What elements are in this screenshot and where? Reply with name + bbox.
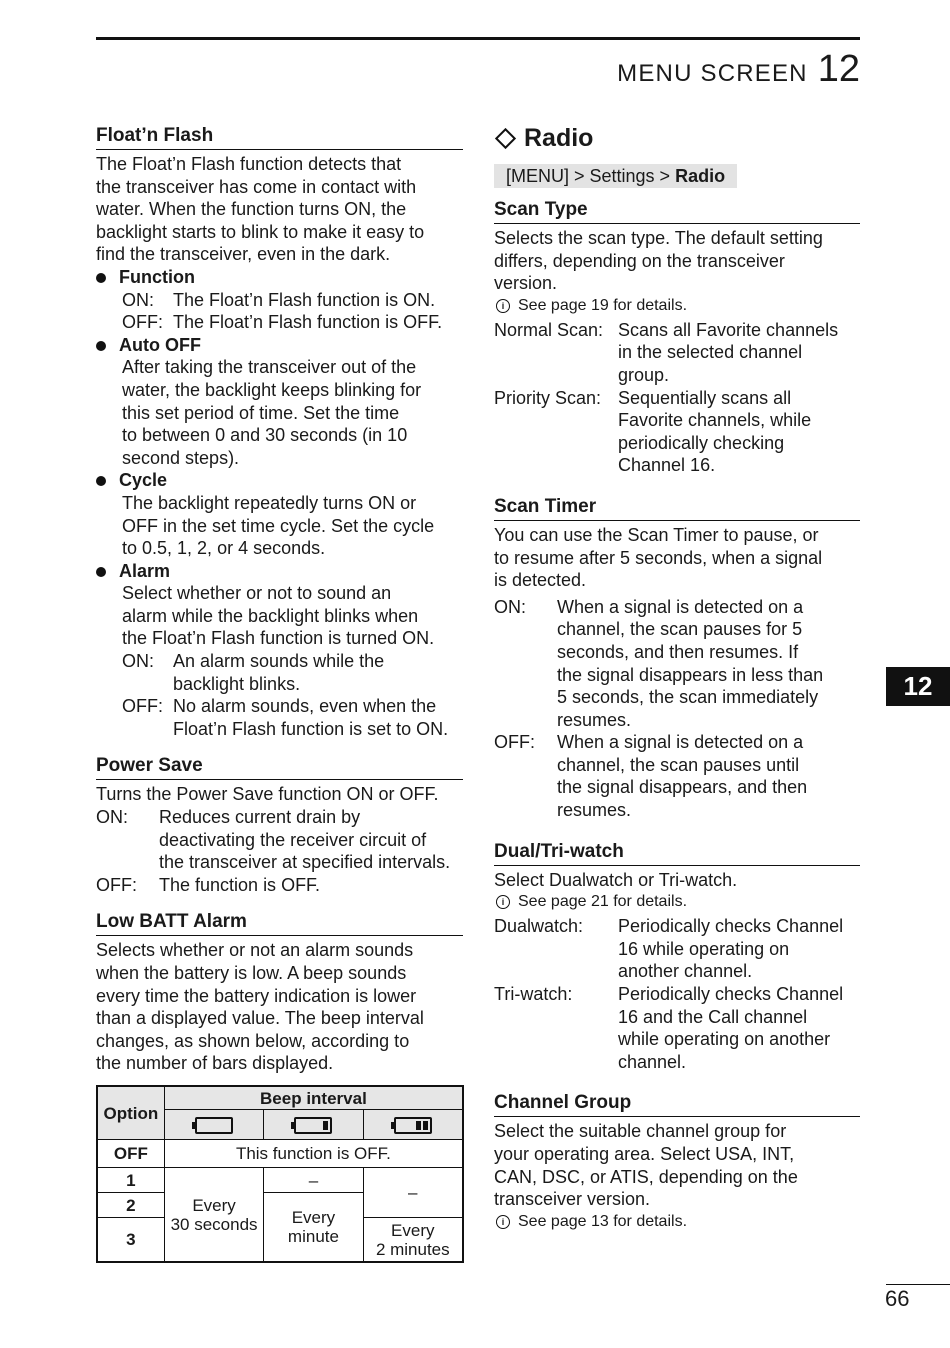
definition-line: in the selected channel xyxy=(618,342,803,363)
definition-line: Channel 16. xyxy=(618,455,716,476)
scan-type-heading: Scan Type xyxy=(494,198,860,224)
menu-path xyxy=(494,164,737,188)
text-line: The backlight repeatedly turns ON or xyxy=(122,492,417,513)
battery-empty-icon xyxy=(164,1110,263,1140)
definition-line: the signal disappears, and then xyxy=(557,777,808,798)
text-line: to 0.5, 1, 2, or 4 seconds. xyxy=(122,538,326,559)
bullet-label: Function xyxy=(119,266,195,287)
option-2: 2 xyxy=(97,1193,164,1218)
interval-2-minutes xyxy=(363,1218,463,1262)
cell-line: Every xyxy=(391,1220,435,1240)
definition-line: 16 and the Call channel xyxy=(618,1006,808,1027)
power-save-heading: Power Save xyxy=(96,754,463,780)
see-text: See page 19 for details. xyxy=(518,296,688,314)
text-line: than a displayed value. The beep interval xyxy=(96,1008,424,1029)
right-column xyxy=(494,122,860,1233)
definition-line: deactivating the receiver circuit of xyxy=(159,829,427,850)
definition: The function is OFF. xyxy=(159,874,321,895)
left-column xyxy=(96,124,463,1263)
text-line: the Float’n Flash function is turned ON. xyxy=(122,628,435,649)
definition-line: Periodically checks Channel xyxy=(618,984,844,1005)
beep-interval-table xyxy=(96,1085,464,1263)
bullet-label: Auto OFF xyxy=(119,334,201,355)
text-line: version. xyxy=(494,273,558,294)
option-off: OFF xyxy=(97,1140,164,1168)
menu-path-prefix: [MENU] > Settings > xyxy=(506,166,676,186)
info-icon: i xyxy=(496,895,510,909)
low-batt-heading: Low BATT Alarm xyxy=(96,910,463,936)
term: OFF: xyxy=(122,312,163,333)
bullet-dot-icon xyxy=(96,567,106,577)
off-description: This function is OFF. xyxy=(164,1140,463,1168)
term: OFF: xyxy=(96,874,137,895)
floatn-flash-heading: Float’n Flash xyxy=(96,124,463,150)
info-icon: i xyxy=(496,1215,510,1229)
cell-line: Every xyxy=(291,1208,336,1228)
definition-line: When a signal is detected on a xyxy=(557,732,804,753)
definition-line: periodically checking xyxy=(618,432,785,453)
text-line: OFF in the set time cycle. Set the cycle xyxy=(122,515,435,536)
term: Priority Scan: xyxy=(494,387,602,408)
top-rule xyxy=(96,37,860,40)
cell-line: 2 minutes xyxy=(375,1239,450,1259)
bullet-dot-icon xyxy=(96,476,106,486)
definition-line: resumes. xyxy=(557,800,632,821)
power-save-off xyxy=(96,874,463,897)
definition-line: 16 while operating on xyxy=(618,938,790,959)
definition-line: Float’n Flash function is set to ON. xyxy=(173,718,449,739)
alarm-on xyxy=(122,650,463,695)
dual-tri-watch-heading: Dual/Tri-watch xyxy=(494,840,860,866)
term: Normal Scan: xyxy=(494,319,604,340)
dualwatch xyxy=(494,915,860,983)
intro-line: the transceiver has come in contact with xyxy=(96,176,417,197)
battery-two-bars-icon xyxy=(363,1110,463,1140)
bullet-label: Alarm xyxy=(119,560,171,581)
see-page-note xyxy=(494,295,860,317)
beep-interval-header: Beep interval xyxy=(164,1086,463,1110)
text-line: CAN, DSC, or ATIS, depending on the xyxy=(494,1166,798,1187)
text-line: alarm while the backlight blinks when xyxy=(122,605,419,626)
intro-line: backlight starts to blink to make it easy to xyxy=(96,221,425,242)
bullet-dot-icon xyxy=(96,273,106,283)
intro-line: find the transceiver, even in the dark. xyxy=(96,244,391,265)
see-text: See page 21 for details. xyxy=(518,893,688,911)
definition-line: Reduces current drain by xyxy=(159,807,361,828)
text-line: Select the suitable channel group for xyxy=(494,1121,787,1142)
see-page-note xyxy=(494,1211,860,1233)
term: Dualwatch: xyxy=(494,916,584,937)
text-line: second steps). xyxy=(122,447,240,468)
option-header: Option xyxy=(97,1086,164,1140)
normal-scan xyxy=(494,319,860,387)
interval-minute xyxy=(264,1193,363,1262)
definition-line: channel, the scan pauses until xyxy=(557,754,800,775)
cell-line: minute xyxy=(287,1227,339,1247)
chapter-title: MENU SCREEN xyxy=(617,60,808,87)
see-page-note xyxy=(494,891,860,913)
text-line: Selects the scan type. The default setting xyxy=(494,228,823,248)
function-off xyxy=(122,311,463,334)
menu-path-current: Radio xyxy=(675,166,726,186)
bullet-auto-off xyxy=(96,334,463,357)
text-line: Turns the Power Save function ON or OFF. xyxy=(96,784,439,805)
term: ON: xyxy=(494,596,527,617)
bullet-function xyxy=(96,266,463,289)
bottom-rule xyxy=(886,1284,950,1285)
text-line: is detected. xyxy=(494,570,587,591)
chapter-header xyxy=(617,48,860,90)
text-line: transceiver version. xyxy=(494,1189,651,1210)
term: OFF: xyxy=(494,732,535,753)
intro-line: water. When the function turns ON, the xyxy=(96,199,407,220)
term: ON: xyxy=(122,289,155,310)
definition-line: Favorite channels, while xyxy=(618,410,812,431)
text-line: every time the battery indication is lower xyxy=(96,985,417,1006)
chapter-number: 12 xyxy=(817,48,860,90)
tri-watch xyxy=(494,983,860,1073)
definition-line: another channel. xyxy=(618,961,753,982)
definition: The Float’n Flash function is OFF. xyxy=(173,312,443,333)
text-line: this set period of time. Set the time xyxy=(122,402,400,423)
see-text: See page 13 for details. xyxy=(518,1212,688,1230)
definition-line: Sequentially scans all xyxy=(618,387,792,408)
definition-line: backlight blinks. xyxy=(173,673,301,694)
text-line: differs, depending on the transceiver xyxy=(494,250,785,271)
definition-line: seconds, and then resumes. If xyxy=(557,641,799,662)
term: ON: xyxy=(96,807,129,828)
option-1: 1 xyxy=(97,1168,164,1193)
scan-timer-off xyxy=(494,731,860,821)
option-3: 3 xyxy=(97,1218,164,1262)
bullet-dot-icon xyxy=(96,341,106,351)
definition-line: No alarm sounds, even when the xyxy=(173,696,437,717)
dash-cell: – xyxy=(264,1168,363,1193)
scan-timer-on xyxy=(494,596,860,732)
text-line: your operating area. Select USA, INT, xyxy=(494,1144,795,1164)
page-number: 66 xyxy=(885,1286,910,1311)
text-line: water, the backlight keeps blinking for xyxy=(122,379,422,400)
bullet-alarm xyxy=(96,560,463,583)
radio-title: Radio xyxy=(524,123,594,152)
text-line: changes, as shown below, according to xyxy=(96,1030,410,1051)
text-line: You can use the Scan Timer to pause, or xyxy=(494,524,819,545)
definition-line: Scans all Favorite channels xyxy=(618,319,839,340)
definition-line: the transceiver at specified intervals. xyxy=(159,852,451,873)
text-line: to resume after 5 seconds, when a signal xyxy=(494,547,823,568)
definition: The Float’n Flash function is ON. xyxy=(173,289,436,310)
power-save-on xyxy=(96,806,463,874)
info-icon: i xyxy=(496,299,510,313)
interval-30-seconds xyxy=(164,1168,263,1262)
text-line: to between 0 and 30 seconds (in 10 xyxy=(122,425,408,446)
definition-line: resumes. xyxy=(557,709,632,730)
text-line: the number of bars displayed. xyxy=(96,1053,334,1074)
term: Tri-watch: xyxy=(494,984,573,1005)
text-line: Select whether or not to sound an xyxy=(122,583,392,604)
text-line: Select Dualwatch or Tri-watch. xyxy=(494,869,738,890)
cell-line: 30 seconds xyxy=(170,1214,258,1234)
bullet-label: Cycle xyxy=(119,470,168,491)
definition-line: channel. xyxy=(618,1051,687,1072)
definition-line: 5 seconds, the scan immediately xyxy=(557,687,819,708)
definition-line: When a signal is detected on a xyxy=(557,596,804,617)
definition-line: while operating on another xyxy=(618,1029,831,1050)
definition-line: Periodically checks Channel xyxy=(618,916,844,937)
priority-scan xyxy=(494,387,860,477)
text-line: After taking the transceiver out of the xyxy=(122,357,417,378)
definition-line: group. xyxy=(618,364,670,385)
function-on xyxy=(122,289,463,312)
intro-line: The Float’n Flash function detects that xyxy=(96,154,402,174)
cell-line: Every xyxy=(192,1195,236,1215)
term: OFF: xyxy=(122,696,163,717)
term: ON: xyxy=(122,651,155,672)
diamond-icon xyxy=(495,127,516,148)
bullet-cycle xyxy=(96,469,463,492)
channel-group-heading: Channel Group xyxy=(494,1091,860,1117)
definition-line: channel, the scan pauses for 5 xyxy=(557,619,803,640)
chapter-side-tab: 12 xyxy=(886,667,950,706)
text-line: Selects whether or not an alarm sounds xyxy=(96,940,414,961)
definition-line: the signal disappears in less than xyxy=(557,664,824,685)
definition-line: An alarm sounds while the xyxy=(173,651,385,672)
dash-cell-2: – xyxy=(363,1168,463,1218)
alarm-off xyxy=(122,695,463,740)
text-line: when the battery is low. A beep sounds xyxy=(96,963,407,983)
scan-timer-heading: Scan Timer xyxy=(494,495,860,521)
battery-one-bar-icon xyxy=(264,1110,363,1140)
radio-heading xyxy=(494,122,860,154)
